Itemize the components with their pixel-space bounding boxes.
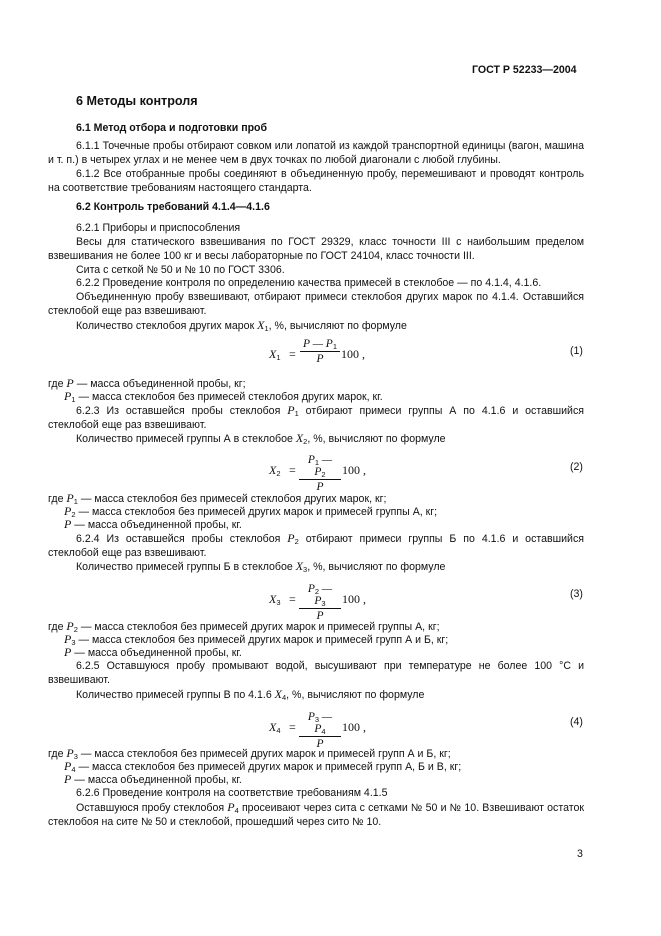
where-3b: P3 — масса стеклобоя без примесей других марок и примесей групп А и Б, кг; <box>64 632 449 647</box>
subsection-title-6-2: 6.2 Контроль требований 4.1.4—4.1.6 <box>76 201 270 213</box>
document-code: ГОСТ Р 52233—2004 <box>472 64 577 76</box>
where-3a: где P2 — масса стеклобоя без примесей других марок и примесей группы А, кг; <box>48 619 440 634</box>
paragraph-6-2-1: 6.2.1 Приборы и приспособления <box>76 222 241 234</box>
formula-2-intro: Количество примесей группы А в стеклобое X2, %, вычисляют по формуле <box>76 431 446 446</box>
where-4c: P — масса объединенной пробы, кг. <box>64 772 242 786</box>
where-2c: P — масса объединенной пробы, кг. <box>64 517 242 531</box>
where-1a: где P — масса объединенной пробы, кг; <box>48 376 246 390</box>
paragraph-6-2-4: 6.2.4 Из оставшейся пробы стеклобоя P2 отбирают примеси группы Б по 4.1.6 и оставшийся стеклобой еще раз взвешивают. <box>48 531 584 559</box>
paragraph-6-2-6-sieve: Оставшуюся пробу стеклобоя P4 просеивают через сита с сетками № 50 и № 10. Взвешивают остаток стеклобоя на сите № 50 и стеклобой, прошедший через сито № 10. <box>48 800 585 828</box>
paragraph-6-2-2-weigh: Объединенную пробу взвешивают, отбирают примеси стеклобоя других марок по 4.1.4. Оставшийся стеклобой еще раз взвешивают. <box>48 291 584 317</box>
where-2a: где P1 — масса стеклобоя без примесей стеклобоя других марок, кг; <box>48 491 387 506</box>
where-1b: P1 — масса стеклобоя без примесей стеклобоя других марок, кг. <box>64 389 383 404</box>
equation-number: (1) <box>570 345 583 357</box>
formula-1-intro: Количество стеклобоя других марок X1, %, вычисляют по формуле <box>76 318 407 333</box>
paragraph-6-2-2: 6.2.2 Проведение контроля по определению качества примесей в стеклобое — по 4.1.4, 4.1.6. <box>76 277 542 289</box>
formula-3-intro: Количество примесей группы Б в стеклобое X3, %, вычисляют по формуле <box>76 559 446 574</box>
paragraph-6-2-1-sieves: Сита с сеткой № 50 и № 10 по ГОСТ 3306. <box>76 264 285 276</box>
paragraph-6-1-2: 6.1.2 Все отобранные пробы соединяют в объединенную пробу, перемешивают и проводят контроль на соответствие требованиям настоящего стандарта. <box>48 168 584 194</box>
paragraph-6-2-6: 6.2.6 Проведение контроля на соответствие требованиям 4.1.5 <box>76 787 388 799</box>
page-number: 3 <box>577 848 583 860</box>
paragraph-6-2-1-scales: Весы для статического взвешивания по ГОСТ 29329, класс точности III с наибольшим пределом взвешивания не более 100 кг и весы лабораторные по ГОСТ 24104, класс точности III. <box>48 236 584 262</box>
section-title: 6 Методы контроля <box>76 94 198 108</box>
paragraph-6-1-1: 6.1.1 Точечные пробы отбирают совком или лопатой из каждой транспортной единицы (вагон, машина и т. п.) в четырех углах и не менее чем в двух точках по любой диагонали с любой глубины. <box>48 140 584 166</box>
where-3c: P — масса объединенной пробы, кг. <box>64 645 242 659</box>
equation-number: (3) <box>570 588 583 600</box>
where-2b: P2 — масса стеклобоя без примесей других марок и примесей группы А, кг; <box>64 504 438 519</box>
subsection-title-6-1: 6.1 Метод отбора и подготовки проб <box>76 122 268 134</box>
equation-number: (4) <box>570 716 583 728</box>
equation-number: (2) <box>570 461 583 473</box>
where-4b: P4 — масса стеклобоя без примесей других марок и примесей групп А, Б и В, кг; <box>64 759 462 774</box>
where-4a: где P3 — масса стеклобоя без примесей других марок и примесей групп А и Б, кг; <box>48 746 451 761</box>
formula-4-intro: Количество примесей группы В по 4.1.6 X4, %, вычисляют по формуле <box>76 687 425 702</box>
paragraph-6-2-5: 6.2.5 Оставшуюся пробу промывают водой, высушивают при температуре не более 100 °С и взвешивают. <box>48 660 584 686</box>
paragraph-6-2-3: 6.2.3 Из оставшейся пробы стеклобоя P1 отбирают примеси группы А по 4.1.6 и оставшийся стеклобой еще раз взвешивают. <box>48 403 584 431</box>
